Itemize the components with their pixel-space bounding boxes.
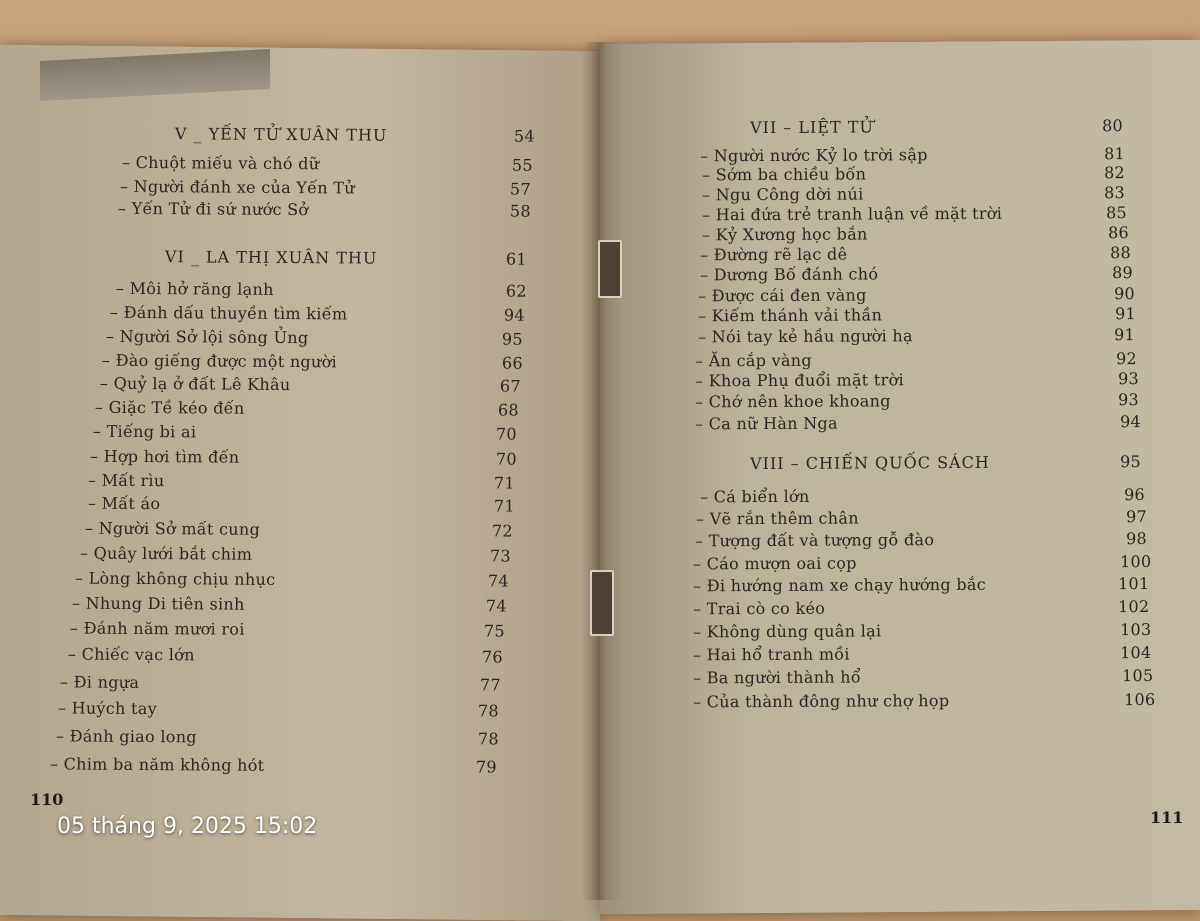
toc-heading-title: VIII – CHIẾN QUỐC SÁCH [749, 452, 990, 474]
toc-page-number: 94 [1119, 412, 1142, 432]
toc-page-number: 106 [1123, 689, 1156, 710]
toc-page-number: 83 [1103, 183, 1126, 203]
toc-page-number: 78 [477, 729, 499, 749]
toc-entry-title: – Hai hổ tranh mồi [692, 644, 850, 665]
toc-page-number: 91 [1114, 304, 1137, 324]
toc-page-number: 85 [1105, 203, 1128, 223]
toc-entry-title: – Ba người thành hổ [692, 667, 862, 688]
toc-page-number: 67 [499, 376, 521, 396]
toc-entry-title: – Sớm ba chiều bốn [701, 164, 867, 185]
toc-entry-title: – Hợp hơi tìm đến [89, 446, 240, 467]
toc-entry-title: – Giặc Tề kéo đến [94, 397, 245, 418]
toc-entry-title: – Nhung Di tiên sinh [71, 593, 245, 614]
left-page-number: 110 [30, 790, 64, 809]
toc-entry-title: – Đi ngựa [59, 672, 140, 692]
toc-entry-title: – Người nước Kỷ lo trời sập [699, 145, 928, 166]
toc-page-number: 88 [1109, 243, 1132, 263]
toc-entry-title: – Lòng không chịu nhục [74, 568, 276, 589]
toc-page-number: 77 [479, 675, 501, 695]
toc-entry-title: – Người Sở mất cung [84, 518, 261, 539]
toc-entry-title: – Mất rìu [87, 470, 165, 491]
toc-entry-title: – Đào giếng được một người [101, 350, 338, 372]
toc-page-number: 55 [511, 155, 533, 175]
toc-page-number: 95 [501, 329, 523, 349]
toc-entry-title: – Hai đứa trẻ tranh luận về mặt trời [701, 203, 1003, 225]
toc-page-number: 74 [487, 571, 509, 591]
toc-page-number: 75 [483, 621, 505, 641]
toc-entry-title: – Trai cò co kéo [692, 598, 826, 619]
toc-entry-title: – Quỷ lạ ở đất Lê Khâu [99, 373, 291, 395]
toc-heading-title: VII – LIỆT TỬ [749, 117, 874, 138]
toc-entry-title: – Cáo mượn oai cọp [692, 553, 857, 574]
toc-page-number: 73 [489, 546, 511, 566]
toc-page-number: 62 [505, 281, 527, 301]
toc-entry-title: – Tiếng bi ai [92, 421, 197, 442]
toc-page-number: 66 [501, 353, 523, 373]
toc-entry-title: – Chớ nên khoe khoang [694, 391, 891, 412]
toc-page-number: 101 [1117, 573, 1150, 594]
toc-entry-title: – Đường rẽ lạc dê [699, 244, 848, 265]
toc-page-number: 71 [493, 496, 515, 516]
toc-entry-title: – Ăn cắp vàng [694, 350, 812, 371]
toc-entry-title: – Vẽ rắn thêm chân [695, 508, 859, 529]
toc-entry-title: – Đánh giao long [55, 726, 197, 747]
toc-entry-title: – Đi hướng nam xe chạy hướng bắc [692, 574, 986, 596]
toc-entry-title: – Huých tay [57, 698, 158, 719]
toc-entry-title: – Tượng đất và tượng gỗ đào [694, 530, 935, 551]
toc-page-number: 61 [505, 249, 527, 269]
right-page-number: 111 [1150, 808, 1184, 827]
toc-page-number: 80 [1101, 116, 1124, 136]
toc-page-number: 81 [1103, 144, 1126, 164]
toc-entry-title: – Người Sở lội sông Ủng [105, 326, 309, 348]
toc-page-number: 86 [1107, 223, 1130, 243]
toc-entry-title: – Mất áo [87, 493, 161, 514]
toc-entry-title: – Kỷ Xương học bắn [701, 224, 868, 245]
toc-page-number: 104 [1119, 642, 1152, 663]
toc-page-number: 71 [493, 473, 515, 493]
toc-entry-title: – Dương Bố đánh chó [699, 264, 879, 285]
toc-page-number: 95 [1119, 452, 1142, 472]
toc-heading-title: V _ YẾN TỬ XUÂN THU [174, 124, 388, 145]
toc-page-number: 70 [495, 424, 517, 444]
toc-page-number: 89 [1111, 263, 1134, 283]
toc-page-number: 57 [509, 179, 531, 199]
toc-page-number: 78 [477, 701, 499, 721]
photo-timestamp: 05 tháng 9, 2025 15:02 [57, 814, 318, 839]
toc-page-number: 93 [1117, 390, 1140, 410]
toc-page-number: 70 [495, 449, 517, 469]
toc-entry-title: – Kiếm thánh vải thần [697, 305, 883, 326]
toc-page-number: 76 [481, 647, 503, 667]
toc-page-number: 74 [485, 596, 507, 616]
toc-page-number: 79 [475, 757, 497, 777]
toc-page-number: 93 [1117, 369, 1140, 389]
toc-entry-title: – Yến Tử đi sứ nước Sở [117, 198, 309, 220]
toc-entry-title: – Người đánh xe của Yến Tử [119, 176, 355, 198]
toc-page-number: 103 [1119, 619, 1152, 640]
toc-page-number: 98 [1125, 528, 1148, 549]
toc-entry-title: – Ca nữ Hàn Nga [694, 413, 838, 434]
toc-page-number: 58 [509, 201, 531, 221]
toc-page-number: 102 [1117, 596, 1150, 617]
toc-entry-title: – Đánh năm mươi roi [69, 618, 245, 639]
toc-page-number: 90 [1113, 284, 1136, 304]
toc-page-number: 96 [1123, 485, 1146, 505]
toc-entry-title: – Môi hở răng lạnh [115, 278, 274, 299]
toc-page-number: 91 [1113, 325, 1136, 345]
toc-entry-title: – Chiếc vạc lớn [67, 644, 195, 665]
toc-heading-title: VI _ LA THỊ XUÂN THU [164, 247, 378, 268]
toc-entry-title: – Quây lưới bắt chim [79, 543, 253, 564]
toc-entry-title: – Của thành đông như chợ họp [692, 691, 950, 712]
toc-entry-title: – Cá biển lớn [699, 486, 810, 507]
toc-page-number: 68 [497, 400, 519, 420]
toc-page-number: 92 [1115, 349, 1138, 369]
toc-entry-title: – Ngu Công dời núi [701, 184, 864, 205]
toc-entry-title: – Không dùng quân lại [692, 621, 882, 642]
toc-page-number: 94 [503, 305, 525, 325]
toc-entry-title: – Đánh dấu thuyền tìm kiếm [109, 302, 348, 324]
toc-entry-title: – Nói tay kẻ hầu người hạ [697, 326, 913, 347]
toc-page-number: 100 [1119, 551, 1152, 572]
toc-page-number: 82 [1103, 163, 1126, 183]
toc-entry-title: – Được cái đen vàng [697, 285, 867, 306]
toc-page-number: 72 [491, 521, 513, 541]
toc-entry-title: – Khoa Phụ đuổi mặt trời [694, 370, 904, 391]
toc-page-number: 105 [1121, 665, 1154, 686]
toc-page-number: 54 [513, 126, 535, 146]
toc-entry-title: – Chim ba năm không hót [49, 754, 265, 775]
toc-entry-title: – Chuột miếu và chó dữ [121, 152, 320, 174]
toc-page-number: 97 [1125, 506, 1148, 527]
